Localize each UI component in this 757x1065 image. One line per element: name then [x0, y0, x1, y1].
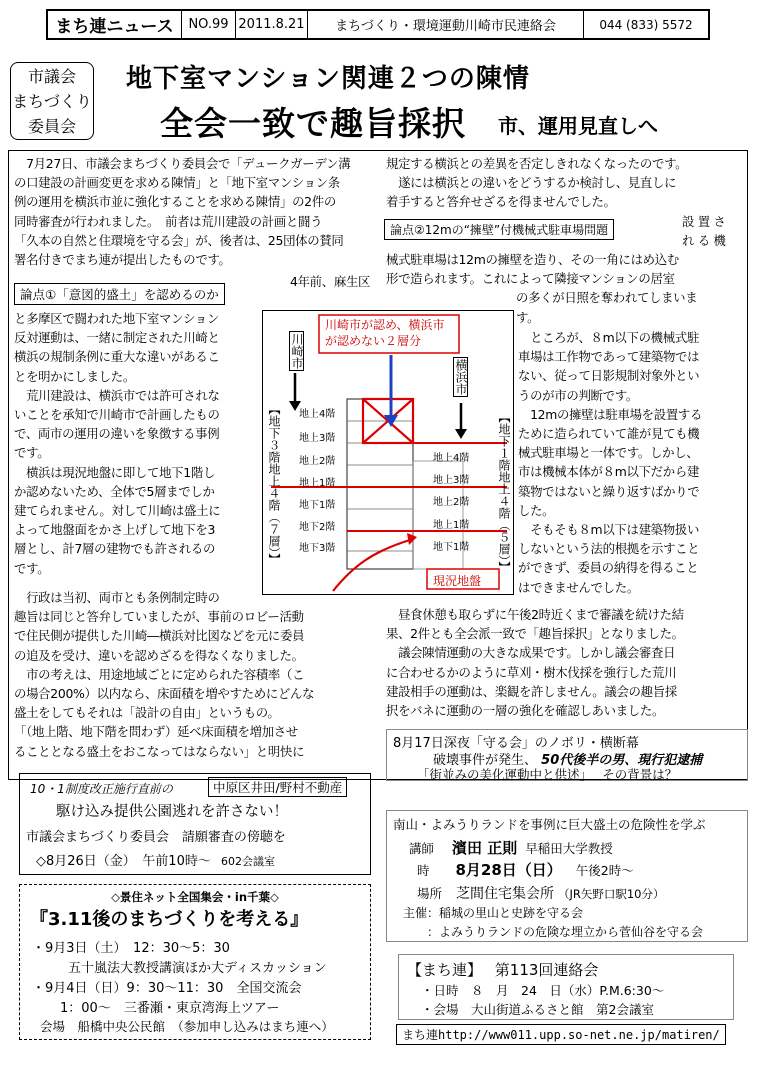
text-line: か認めないため、全体で5層までしか [14, 483, 215, 499]
text-line: 建設相手の運動は、楽観を許しません。議会の趣旨採 [386, 683, 677, 699]
text-line: 7月27日、市議会まちづくり委員会で「デュークガーデン溝 [14, 156, 351, 171]
nobori-line3 [417, 765, 677, 783]
text-line: 例の運用を横浜市並に強化することを求める陳情」の2件の [14, 194, 336, 210]
building-outline [347, 399, 413, 569]
text-line: で、両市の運用の違いを象徴する事例 [14, 426, 220, 442]
text-line: ができず、委員の納得を得ること [518, 560, 699, 576]
diagram-caption [325, 317, 445, 349]
point1-tail: 4年前、麻生区 [290, 274, 371, 289]
ground-slope [333, 539, 413, 591]
phone-number: 044 (833) 5572 [599, 17, 693, 32]
masthead [46, 9, 710, 40]
text-line: した。 [518, 502, 555, 518]
chiba-title: 『3.11後のまちづくりを考える』 [30, 909, 309, 930]
ground-arrow-head [407, 533, 417, 545]
kawasaki-label: 川崎市 [290, 333, 304, 369]
chiba-venue: 会場 船橋中央公民館 （参加申し込みはまち連へ） [40, 1019, 334, 1034]
right-wide-text [386, 605, 744, 720]
text-line: 同時審査が行われました。 前者は荒川建設の計画と闘う [14, 213, 323, 229]
right-column-text [518, 328, 744, 597]
text-line: の多くが日照を奪われてしまいま [516, 290, 698, 306]
text-line: しないという法的根拠を示すこと [518, 541, 700, 557]
meeting-date: ・日時 ８ 月 24 日（水）P.M.6:30〜 [421, 983, 665, 998]
meeting-title-org: 【まち連】 [407, 961, 483, 979]
text-line: 趣旨は同じと答弁していましたが、事前のロビー活動 [14, 609, 304, 625]
text-line: 市は機械本体が８m以下だから建 [518, 464, 700, 480]
text-line: 択をバネに運動の一層の強化を確認しあいました。 [386, 703, 665, 719]
text-line: 建てられません。対して川崎は盛土に [14, 503, 221, 519]
caption-line: が認めない２層分 [325, 334, 422, 348]
nobori-line2-b: 50代後半の男、現行犯逮捕 [541, 753, 703, 768]
lecturer-affiliation: 早稲田大学教授 [525, 841, 613, 856]
floor-label: 地上3階 [433, 475, 470, 486]
lecture-host2: ：よみうりランドの危険な埋立から菅仙谷を守る会 [427, 925, 704, 939]
text-line: です。 [14, 445, 50, 461]
lecturer-label: 講師 [409, 841, 435, 856]
text-line: 署名付きでまち連が提出したものです。 [14, 252, 231, 268]
text-line: 築物ではないと繰り返すばかりで [518, 483, 700, 499]
chiba-header: ◇景住ネット全国集会・in千葉◇ [111, 890, 279, 904]
petition-line1: 10・1制度改正施行直前の [30, 782, 173, 796]
chiba-day1-detail: 五十嵐法大教授講演ほか大ディスカッション [68, 961, 327, 976]
nobori-news-box [386, 729, 748, 781]
nobori-line2-a: 破壊事件が発生、 [433, 753, 538, 768]
text-line: 「（地上階、地下階を問わず）延べ床面積を増加させ [14, 724, 298, 740]
text-line: そもそも８m以下は建築物扱い [518, 522, 700, 538]
text-line: 「久本の自然と住環境を守る会」が、後者は、25団体の賛同 [14, 232, 344, 248]
chiba-event-box [19, 884, 371, 1040]
yokohama-arrow-head [455, 429, 467, 439]
text-line: よって地盤面をかさ上げして地下を3 [14, 522, 216, 538]
petition-line4 [36, 850, 275, 869]
text-line: 層とし、計7層の建物でも許されるの [14, 541, 216, 557]
headline-main: 全会一致で趣旨採択 [160, 104, 466, 143]
petition-box [19, 773, 371, 875]
committee-line: まちづくり [12, 92, 92, 111]
lecturer-name: 濱田 正則 [452, 839, 518, 857]
point1-heading: 論点①「意図的盛土」を認めるのか [14, 283, 225, 305]
newsletter-name: まち連ニュース [48, 11, 182, 38]
text-line: 遂には横浜との違いをどうするか検討し、見直しに [386, 175, 677, 191]
text-line: ることとなる盛土をおこなってはならない」と明快に [14, 743, 305, 759]
meeting-title [407, 959, 598, 980]
left-column-text [14, 309, 262, 578]
intro-paragraph [14, 154, 378, 269]
lecture-date: 8月28日（日） [455, 861, 562, 879]
text-line: うのが市の判断です。 [518, 387, 638, 403]
petition-line2: 駆け込み提供公園逃れを許さない！ [56, 804, 288, 820]
issue-date: 2011.8.21 [236, 11, 308, 38]
floor-label: 地上2階 [433, 497, 470, 508]
lecture-title: 南山・よみうりランドを事例に巨大盛土の危険性を学ぶ [393, 817, 706, 832]
issue-number: NO.99 [182, 11, 236, 38]
nobori-line3-b: その背景は？ [602, 767, 678, 782]
text-line: いことを承知で川崎市で計画したもの [14, 407, 220, 423]
chiba-day1: ・9月3日（土） 12：30〜5：30 [32, 941, 230, 956]
text-line: 横浜は現況地盤に即して地下1階し [14, 464, 216, 480]
committee-badge [10, 62, 94, 140]
lecture-box [386, 810, 748, 942]
caption-line: 川崎市が認め、横浜市 [325, 318, 445, 332]
kawasaki-floors-note: 【地下３階地上４階（７層）】 [267, 403, 281, 565]
text-line: 12mの擁壁は駐車場を設置する [518, 406, 703, 422]
ground-label: 現況地盤 [433, 574, 482, 588]
text-line: とを明かにしました。 [14, 368, 135, 384]
place-label: 場所 [417, 886, 443, 901]
petition-line3: 市議会まちづくり委員会 請願審査の傍聴を [26, 830, 286, 845]
floor-label: 地上1階 [299, 478, 336, 489]
petition-location-tag: 中原区井田/野村不動産 [208, 777, 347, 797]
text-line: に合わせるかのように草刈・樹木伐採を強行した荒川 [386, 664, 677, 680]
floor-label: 地下2階 [299, 522, 336, 533]
text-line: 着手すると答弁せざるを得ませんでした。 [386, 194, 616, 210]
lecture-lecturer-row [409, 837, 613, 858]
text-line: 設 置 さ [682, 214, 726, 229]
floor-label: 地上3階 [299, 433, 336, 444]
meeting-title-number: 第113回連絡会 [494, 961, 599, 979]
text-line: 議会陳情運動の大きな成果です。しかし議会審査日 [386, 645, 676, 661]
left-wide-text [14, 588, 380, 761]
text-line: 行政は当初、両市とも条例制定時の [14, 590, 220, 605]
nobori-line3-a: 「街並みの美化運動中と供述」 [417, 767, 586, 782]
yokohama-label: 横浜市 [454, 359, 468, 395]
nobori-title: 8月17日深夜「守る会」のノボリ・横断幕 [393, 736, 639, 751]
text-line: ために造られていて誰が見ても機 [518, 426, 700, 442]
website-url[interactable]: まち連http://www011.upp.so-net.ne.jp/matiren/ [396, 1024, 726, 1045]
lecture-time-row [417, 859, 634, 880]
lecture-host1: 主催：稲城の里山と史跡を守る会 [403, 906, 584, 920]
lecture-place-row [417, 883, 665, 903]
text-line: 車場は工作物であって建築物では [518, 349, 700, 365]
organization-name: まちづくり・環境運動川崎市民連絡会 [308, 11, 584, 38]
text-line: はできませんでした。 [518, 579, 639, 595]
petition-room: 602会議室 [221, 855, 275, 868]
right-top-text [386, 154, 744, 212]
floor-label: 地下3階 [299, 543, 336, 554]
text-line: れ る 機 [682, 233, 726, 249]
lecture-place: 芝間住宅集会所 [456, 886, 554, 902]
text-line: です。 [14, 560, 50, 576]
text-line: と多摩区で闘われた地下室マンション [14, 311, 219, 326]
text-line: ところが、８m以下の機械式駐 [518, 330, 700, 345]
text-line: で住民側が提供した川崎―横浜対比図などを元に委員 [14, 628, 305, 644]
chiba-day2-detail: 1：00〜 三番瀬・東京湾海上ツアー [60, 1001, 280, 1016]
meeting-venue: ・会場 大山街道ふるさと館 第2会議室 [421, 1002, 654, 1017]
text-line: の追及を受け、違いを認めざるを得なくなりました。 [14, 647, 304, 663]
floor-label: 地上2階 [299, 456, 336, 467]
building-comparison-diagram [262, 310, 514, 595]
floor-label: 地下1階 [299, 500, 336, 511]
point2-heading: 論点②12mの“擁壁”付機械式駐車場問題 [384, 219, 614, 240]
floor-label: 地上1階 [433, 520, 470, 531]
text-line: す。 [516, 309, 540, 325]
yokohama-floors-note: 【地下１階地上４階（５層）】 [497, 411, 511, 573]
floor-label: 地下1階 [433, 542, 470, 553]
text-line: の場合200%）以内なら、床面積を増やすためにどんな [14, 686, 315, 702]
committee-line: 委員会 [27, 117, 76, 136]
committee-line: 市議会 [27, 67, 76, 86]
text-line: 昼食休憩も取らずに午後2時近くまで審議を続けた結 [386, 607, 684, 622]
lecture-place-note: （JR矢野口駅10分） [557, 887, 665, 901]
text-line: 械式駐車場は12mの擁壁を造り、その一角にはめ込む [386, 252, 679, 267]
text-line: 荒川建設は、横浜市では許可されな [14, 387, 220, 403]
lecture-time: 午後2時〜 [575, 863, 634, 878]
floor-label: 地上4階 [433, 453, 470, 464]
text-line: の口建設の計画変更を求める陳情」と「地下室マンション条 [14, 175, 340, 191]
text-line: 市の考えは、用途地域ごとに定められた容積率（こ [14, 666, 305, 682]
meeting-box [398, 954, 734, 1020]
text-line: 械式駐車場と一体です。しかし、 [518, 445, 699, 461]
headline-sub: 市、運用見直しへ [498, 114, 658, 138]
text-line: 横浜の規制条例に重大な違いがあるこ [14, 349, 220, 365]
text-line: 規定する横浜との差異を否定しきれなくなったのです。 [386, 156, 688, 171]
petition-date: ◇8月26日（金） 午前10時〜 [36, 854, 211, 869]
floor-label: 地上4階 [299, 409, 336, 420]
headline-primary: 地下室マンション関連２つの陳情 [126, 64, 530, 94]
text-line: 盛土をしてもそれは「設計の自由」というもの。 [14, 705, 280, 721]
text-line: 反対運動は、一緒に制定された川崎と [14, 330, 220, 346]
time-label: 時 [417, 863, 430, 878]
text-line: ない、従って日影規制対象外とい [518, 368, 700, 384]
text-line: 果、2件とも全会派一致で「趣旨採択」となりました。 [386, 626, 684, 642]
text-line: 形で造られます。これによって隣接マンションの居室 [386, 271, 675, 287]
point2-tail [682, 212, 726, 250]
chiba-day2: ・9月4日（日）9：30〜11：30 全国交流会 [32, 981, 302, 996]
